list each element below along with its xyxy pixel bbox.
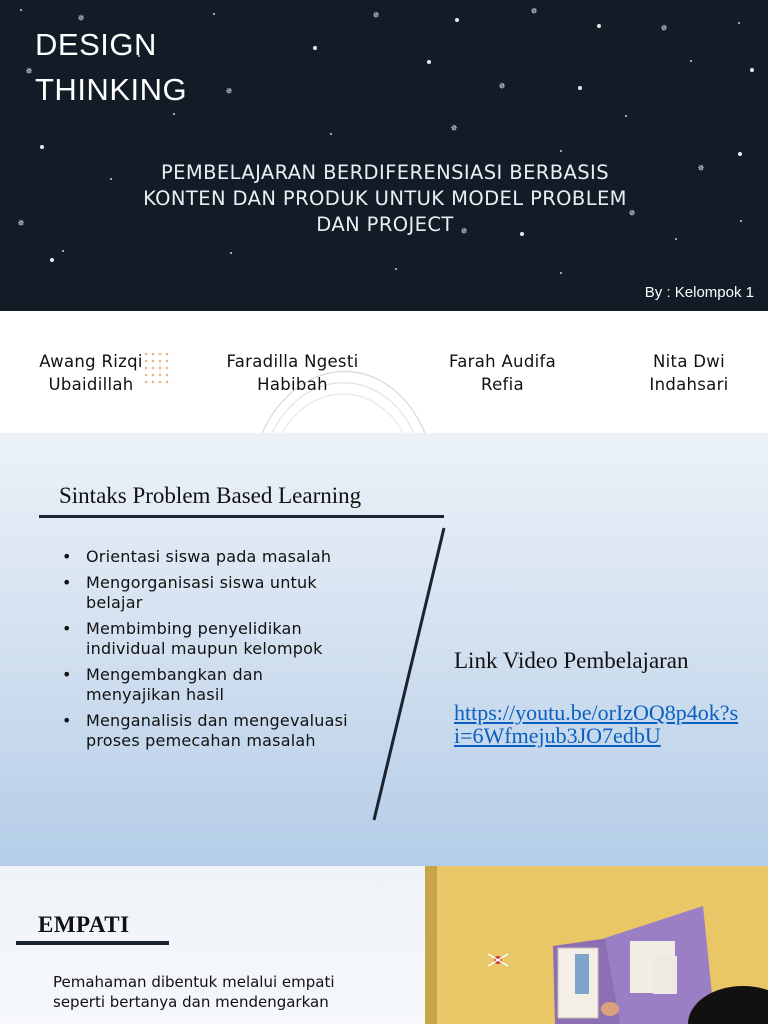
star-decoration	[20, 9, 22, 11]
star-decoration	[750, 68, 754, 72]
star-decoration	[738, 152, 742, 156]
empati-underline	[16, 941, 169, 945]
empati-panel	[0, 866, 425, 1024]
star-decoration	[690, 60, 692, 62]
star-decoration	[560, 272, 562, 274]
star-decoration: ✵	[77, 14, 85, 24]
star-decoration: ✵	[628, 209, 636, 219]
empati-text: Pemahaman dibentuk melalui empati seperti bertanya dan mendengarkan	[53, 973, 335, 1011]
star-decoration	[675, 238, 677, 240]
star-decoration: ✵	[498, 82, 506, 92]
list-item: • Menganalisis dan mengevaluasi proses pemecahan masalah	[62, 711, 362, 751]
empati-slide	[0, 866, 768, 1024]
member-4-line1: Nita Dwi	[653, 352, 725, 371]
list-item: • Orientasi siswa pada masalah	[62, 547, 362, 567]
star-decoration: ✵	[372, 11, 380, 21]
star-decoration: ✵	[460, 227, 468, 237]
empati-title: EMPATI	[38, 912, 130, 937]
star-decoration	[395, 268, 397, 270]
classroom-photo-illustration	[425, 866, 768, 1024]
star-decoration	[213, 13, 215, 15]
star-decoration	[62, 250, 64, 252]
star-decoration: ✵	[697, 164, 705, 174]
star-decoration: ✵	[225, 87, 233, 97]
title-line-1: DESIGN	[35, 27, 157, 62]
member-3	[425, 350, 580, 396]
sintaks-slide	[0, 433, 768, 866]
star-decoration	[560, 150, 562, 152]
sintaks-list	[62, 547, 362, 757]
subtitle-line-1: PEMBELAJARAN BERDIFERENSIASI BERBASIS	[161, 161, 609, 184]
link-heading: Link Video Pembelajaran	[454, 648, 689, 673]
member-1	[20, 350, 162, 396]
video-link[interactable]: https://youtu.be/orIzOQ8p4ok?si=6Wfmejub3JO7edbU	[454, 700, 739, 748]
list-item: • Membimbing penyelidikan individual maupun kelompok	[62, 619, 362, 659]
member-1-line2: Ubaidillah	[48, 375, 134, 394]
star-decoration	[625, 115, 627, 117]
list-item: • Mengembangkan dan menyajikan hasil	[62, 665, 362, 705]
star-decoration: ✵	[450, 124, 458, 134]
member-1-line1: Awang Rizqi	[39, 352, 143, 371]
member-4	[628, 350, 750, 396]
star-decoration	[578, 86, 582, 90]
star-decoration: ✵	[25, 67, 33, 77]
title-line-2: THINKING	[35, 72, 188, 107]
byline: By : Kelompok 1	[644, 284, 754, 301]
star-decoration: ✵	[660, 24, 668, 34]
star-decoration	[597, 24, 601, 28]
member-3-line2: Refia	[481, 375, 524, 394]
list-item: • Mengorganisasi siswa untuk belajar	[62, 573, 362, 613]
title-slide	[0, 0, 768, 311]
member-4-line2: Indahsari	[649, 375, 729, 394]
star-decoration	[740, 220, 742, 222]
member-2-line1: Faradilla Ngesti	[226, 352, 359, 371]
subtitle-line-2: KONTEN DAN PRODUK UNTUK MODEL PROBLEM	[143, 187, 627, 210]
star-decoration	[455, 18, 459, 22]
member-2	[200, 350, 385, 396]
star-decoration	[40, 145, 44, 149]
sintaks-title: Sintaks Problem Based Learning	[59, 483, 362, 508]
star-decoration	[313, 46, 317, 50]
star-decoration: ✵	[17, 219, 25, 229]
star-decoration	[738, 22, 740, 24]
member-2-line2: Habibah	[257, 375, 328, 394]
star-decoration	[173, 113, 175, 115]
subtitle-line-3: DAN PROJECT	[316, 213, 454, 236]
members-slide	[0, 311, 768, 433]
star-decoration	[230, 252, 232, 254]
star-decoration	[427, 60, 431, 64]
star-decoration: ✵	[530, 7, 538, 17]
classroom-photo	[425, 866, 768, 1024]
star-decoration	[330, 133, 332, 135]
subtitle	[80, 160, 690, 238]
star-decoration	[50, 258, 54, 262]
member-3-line1: Farah Audifa	[448, 352, 556, 371]
